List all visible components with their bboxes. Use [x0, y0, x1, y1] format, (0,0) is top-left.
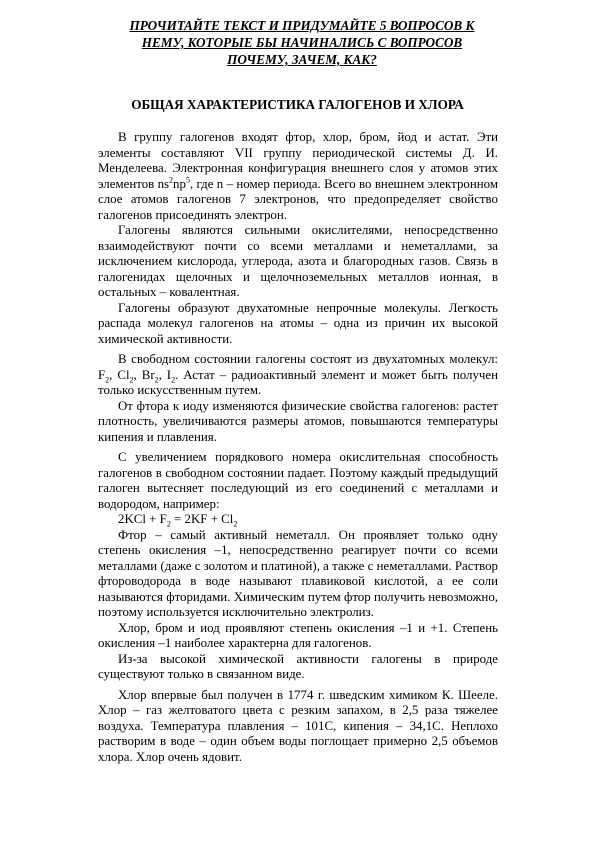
subscript: 2 [129, 375, 134, 385]
paragraph-8: Хлор, бром и иод проявляют степень окисления –1 и +1. Степень окисления –1 наиболее характерна для галогенов. [98, 620, 498, 650]
equation [98, 512, 498, 528]
paragraph-2: Галогены являются сильными окислителями, непосредственно взаимодействуют почти со всеми металлами и неметаллами, за исключением кислорода, углерода, азота и благородных газов. Связь в галогенидах щелочных и щелочноземельных металлов ионная, в остальных – ковалентная. [98, 223, 498, 299]
subscript: 2 [233, 519, 238, 529]
subscript: 2 [154, 375, 159, 385]
paragraph-1 [98, 130, 498, 223]
paragraph-6: С увеличением порядкового номера окислительная способность галогенов в свободном состоянии падает. Поэтому каждый предыдущий галоген вытесняет последующий из его соединений с металлами и водородом, например: [98, 450, 498, 511]
paragraph-5: От фтора к иоду изменяются физические свойства галогенов: растет плотность, увеличиваются размеры атомов, повышаются температуры кипения и плавления. [98, 398, 498, 444]
subscript: 2 [105, 375, 110, 385]
paragraph-1-text-a: В группу галогенов входят фтор, хлор, бром, йод и астат. Эти элементы составляют VII группу периодической системы Д. И. Менделеева. Электронная конфигурация внешнего слоя у атомов этих элементов ns [98, 130, 498, 191]
superscript: 5 [185, 175, 190, 185]
paragraph-4 [98, 352, 498, 399]
paragraph-3: Галогены образуют двухатомные непрочные молекулы. Легкость распада молекул галогенов на атомы – одна из причин их высокой химической активности. [98, 300, 498, 346]
paragraph-1-text-c: , где n – номер периода. Всего во внешнем электронном слое атомов галогенов 7 электронов, что предопределяет свойство галогенов присоединять электрон. [98, 176, 498, 222]
paragraph-9: Из-за высокой химической активности галогены в природе существуют только в связанном виде. [98, 651, 498, 681]
paragraph-7: Фтор – самый активный неметалл. Он проявляет только одну степень окисления –1, непосредственно реагирует почти со всеми металлами (даже с золотом и платиной), а также с неметаллами. Раствор фтороводорода в воде называют плавиковой кислотой, а ее соли называются фторидами. Химическим путем фтор получить невозможно, поэтому используется исключительно электролиз. [98, 527, 498, 619]
subscript: 2 [171, 375, 176, 385]
paragraph-1-text-b: np [173, 176, 186, 191]
task-instruction: ПРОЧИТАЙТЕ ТЕКСТ И ПРИДУМАЙТЕ 5 ВОПРОСОВ К НЕМУ, КОТОРЫЕ БЫ НАЧИНАЛИСЬ С ВОПРОСОВ ПОЧЕМУ, ЗАЧЕМ, КАК? [129, 18, 475, 67]
equation-text-b: = 2KF + Cl [170, 512, 234, 526]
paragraph-4-text-c: , Br [133, 367, 155, 382]
equation-text-a: 2KCl + F [118, 512, 167, 526]
paragraph-4-text-b: , Cl [109, 367, 130, 382]
subscript: 2 [166, 519, 171, 529]
document-body [98, 130, 498, 765]
paragraph-4-text-d: , I [158, 367, 172, 382]
document-title: ОБЩАЯ ХАРАКТЕРИСТИКА ГАЛОГЕНОВ И ХЛОРА [131, 97, 464, 112]
superscript: 2 [169, 175, 174, 185]
paragraph-4-text-e: . Астат – радиоактивный элемент и может быть получен только искусственным путем. [98, 367, 498, 397]
paragraph-10: Хлор впервые был получен в 1774 г. шведским химиком К. Шееле. Хлор – газ желтоватого цвета с резким запахом, в 2,5 раза тяжелее воздуха. Температура плавления – 101С, кипения – 34,1С. Неплохо растворим в воде – один объем воды поглощает примерно 2,5 объемов хлора. Хлор очень ядовит. [98, 687, 498, 764]
paragraph-4-text-a: В свободном состоянии галогены состоят из двухатомных молекул: F [98, 352, 498, 382]
